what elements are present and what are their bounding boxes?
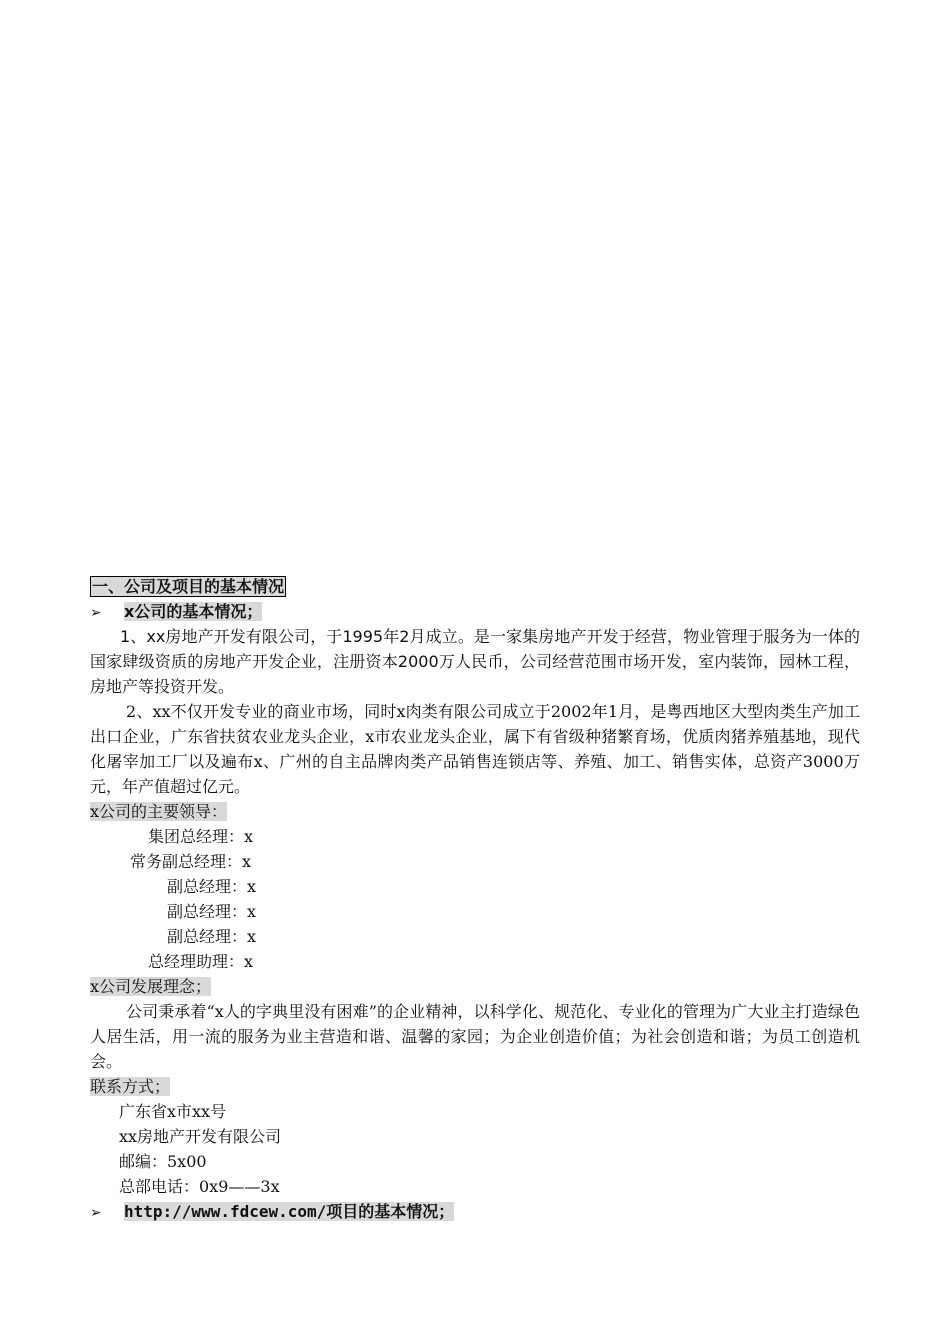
document-body xyxy=(90,574,860,1224)
philosophy-paragraph: 公司秉承着“x人的字典里没有困难”的企业精神，以科学化、规范化、专业化的管理为广大业主打造绿色人居生活，用一流的服务为业主营造和谐、温馨的家园；为企业创造价值；为社会创造和谐；为员工创造机会。 xyxy=(90,1002,860,1071)
company-basic-title: x公司的基本情况； xyxy=(124,602,263,621)
contact-line: xx房地产开发有限公司 xyxy=(119,1127,282,1146)
contact-line: 总部电话：0x9——3x xyxy=(119,1177,280,1196)
section-heading: 一、公司及项目的基本情况 xyxy=(92,577,285,596)
leader-item: 常务副总经理：x xyxy=(130,852,252,871)
company-paragraph-2: 2、xx不仅开发专业的商业市场，同时x肉类有限公司成立于2002年1月，是粤西地区大型肉类生产加工出口企业，广东省扶贫农业龙头企业，x市农业龙头企业，属下有省级种猪繁育场，优质肉猪养殖基地，现代化屠宰加工厂以及遍布x、广州的自主品牌肉类产品销售连锁店等、养殖、加工、销售实体，总资产3000万元，年产值超过亿元。 xyxy=(90,702,860,796)
leader-item: 副总经理：x xyxy=(167,877,257,896)
arrow-bullet-icon: ➢ xyxy=(90,605,102,621)
leader-item: 副总经理：x xyxy=(167,902,257,921)
contact-title-row xyxy=(90,1074,860,1099)
leader-item: 集团总经理：x xyxy=(148,827,254,846)
contact-line: 广东省x市xx号 xyxy=(119,1102,227,1121)
leader-item: 总经理助理：x xyxy=(148,952,254,971)
company-paragraph-1: 1、xx房地产开发有限公司，于1995年2月成立。是一家集房地产开发于经营，物业管理于服务为一体的国家肆级资质的房地产开发企业，注册资本2000万人民币，公司经营范围市场开发，室内装饰，园林工程，房地产等投资开发。 xyxy=(90,627,860,696)
contact-line: 邮编：5x00 xyxy=(119,1152,207,1171)
section-heading-row xyxy=(90,574,860,599)
arrow-bullet-icon: ➢ xyxy=(90,1205,102,1221)
company-basic-title-row xyxy=(90,599,860,624)
project-title-link[interactable]: http://www.fdcew.com/项目的基本情况； xyxy=(124,1202,455,1221)
contact-title: 联系方式； xyxy=(90,1077,171,1096)
leaders-title-row xyxy=(90,799,860,824)
project-title-row xyxy=(90,1199,860,1224)
philosophy-title-row xyxy=(90,974,860,999)
leaders-title: x公司的主要领导： xyxy=(90,802,228,821)
leader-item: 副总经理：x xyxy=(167,927,257,946)
philosophy-title: x公司发展理念； xyxy=(90,977,212,996)
